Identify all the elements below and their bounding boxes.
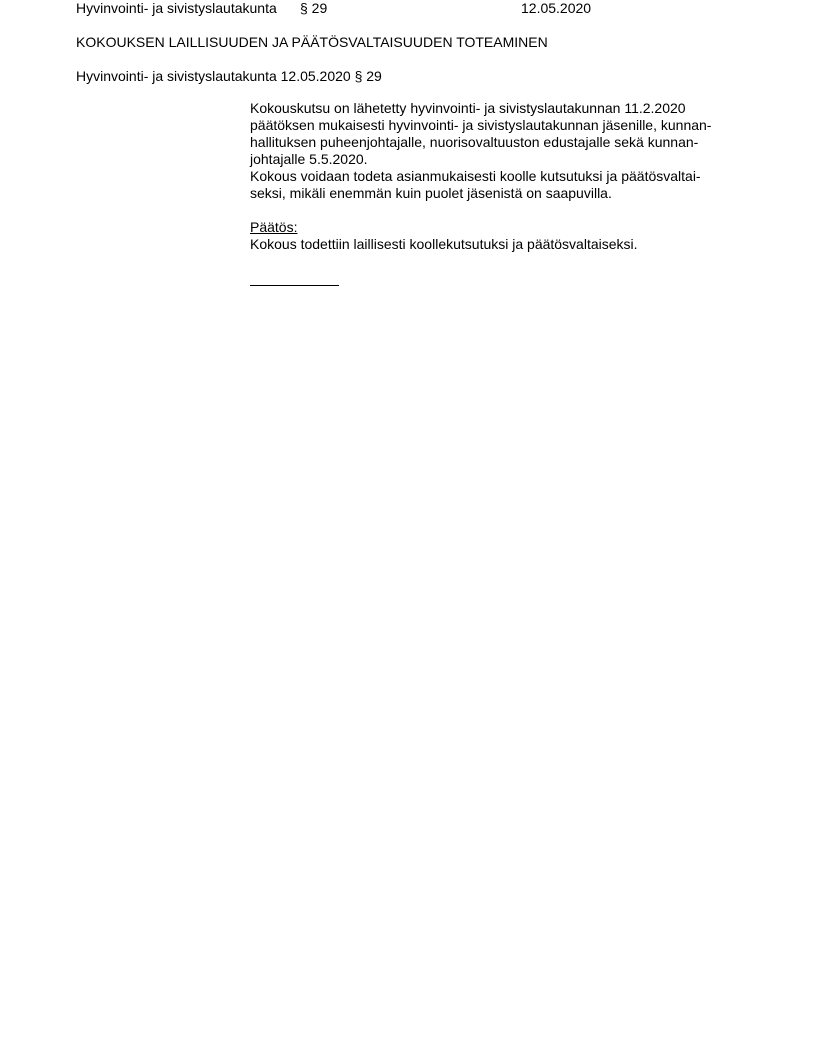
body-line: päätöksen mukaisesti hyvinvointi- ja sivistyslautakunnan jäsenille, kunnan-: [250, 117, 712, 133]
body-line: johtajalle 5.5.2020.: [250, 151, 368, 167]
header-board-name: Hyvinvointi- ja sivistyslautakunta: [76, 0, 277, 16]
header-section-number: § 29: [300, 0, 328, 16]
page-title: KOKOUKSEN LAILLISUUDEN JA PÄÄTÖSVALTAISUUDEN TOTEAMINEN: [76, 34, 548, 50]
header-date: 12.05.2020: [521, 0, 592, 16]
decision-heading: Päätös:: [250, 219, 298, 235]
decision-text: Kokous todettiin laillisesti koollekutsutuksi ja päätösvaltaiseksi.: [250, 236, 638, 252]
body-text: [250, 100, 750, 253]
body-line: hallituksen puheenjohtajalle, nuorisovaltuuston edustajalle sekä kunnan-: [250, 134, 699, 150]
signature-rule: [250, 285, 339, 286]
body-line: Kokouskutsu on lähetetty hyvinvointi- ja sivistyslautakunnan 11.2.2020: [250, 100, 686, 116]
body-line: seksi, mikäli enemmän kuin puolet jäsenistä on saapuvilla.: [250, 185, 612, 201]
body-line: Kokous voidaan todeta asianmukaisesti koolle kutsutuksi ja päätösvaltai-: [250, 168, 701, 184]
paragraph-gap: [250, 202, 750, 219]
meeting-reference: Hyvinvointi- ja sivistyslautakunta 12.05.2020 § 29: [76, 68, 382, 84]
